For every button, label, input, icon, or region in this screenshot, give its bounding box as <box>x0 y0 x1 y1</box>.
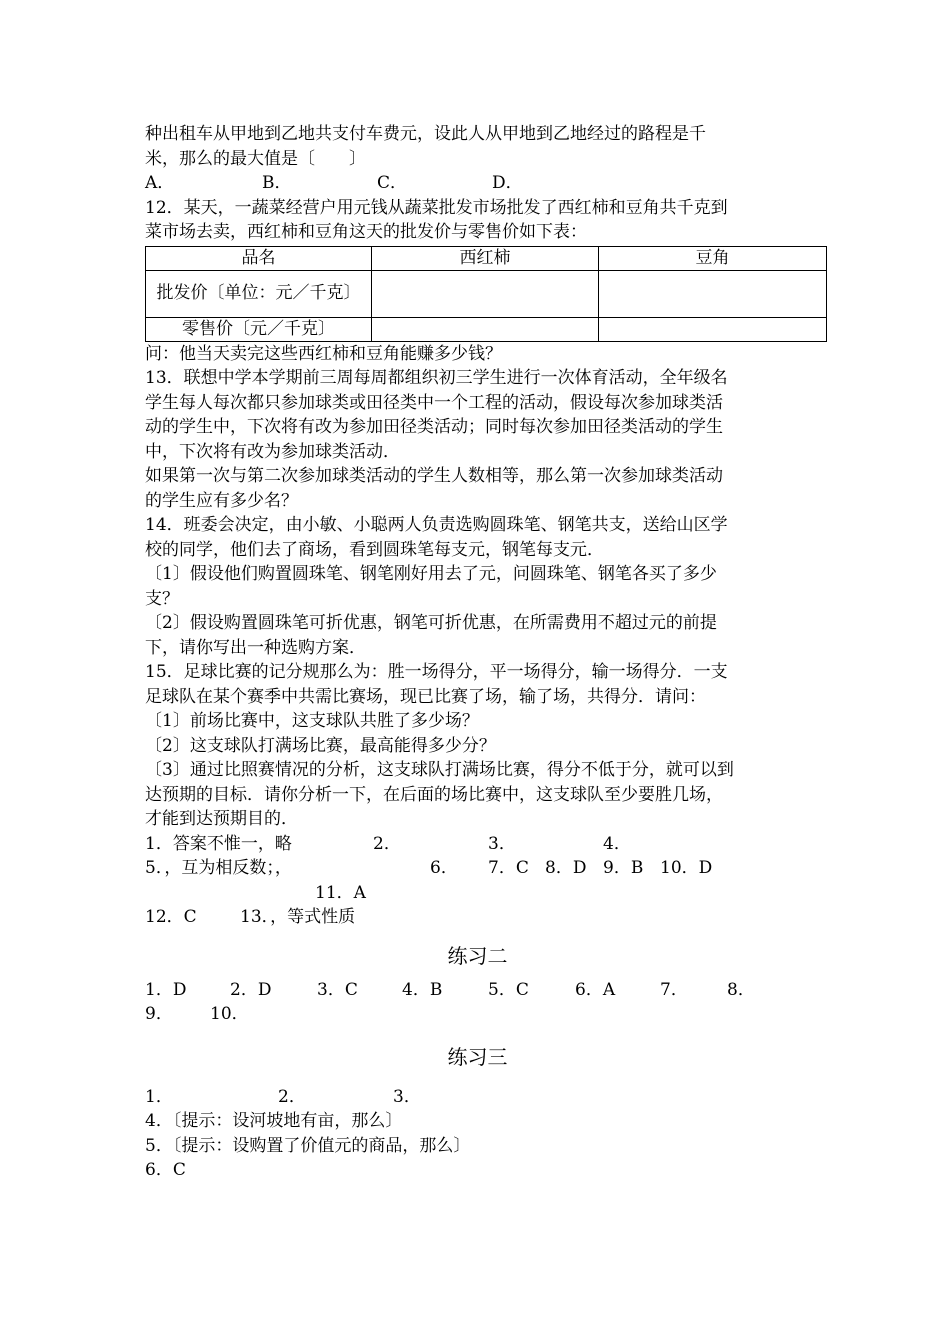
text-line: 中，下次将有改为参加球类活动． <box>145 441 400 462</box>
text-line: 学生每人每次都只参加球类或田径类中一个工程的活动，假设每次参加球类活 <box>145 392 723 413</box>
section-heading: 练习二 <box>447 943 508 968</box>
answer-row <box>145 856 810 881</box>
table-row <box>146 270 827 317</box>
text-line: 〔1〕假设他们购置圆珠笔、钢笔刚好用去了元，问圆珠笔、钢笔各买了多少 <box>145 564 717 584</box>
text-line: 才能到达预期目的． <box>145 809 298 829</box>
answer-item: 1．D <box>145 979 187 1000</box>
answer-item: 7． <box>660 979 688 1000</box>
answer-item: 6．A <box>575 979 616 1000</box>
table-row <box>146 317 827 341</box>
text-line: 支？ <box>145 588 179 609</box>
text-line: 米，那么的最大值是〔 〕 <box>145 148 366 169</box>
choice-a: A． <box>145 173 175 193</box>
document-page <box>145 122 810 1183</box>
answer-item: 2． <box>278 1086 306 1107</box>
table-cell <box>372 270 599 317</box>
answer-item: 10．D <box>660 858 713 878</box>
answer-item: 1． <box>145 1086 173 1107</box>
table-row-label: 零售价〔元／千克〕 <box>146 317 372 341</box>
text-line: 〔2〕这支球队打满场比赛，最高能得多少分？ <box>145 735 496 756</box>
text-line: 足球队在某个赛季中共需比赛场，现已比赛了场，输了场，共得分．请问： <box>145 686 706 707</box>
text-line: 如果第一次与第二次参加球类活动的学生人数相等，那么第一次参加球类活动 <box>145 466 723 486</box>
answer-item: 4． <box>603 833 631 854</box>
text-line: 种出租车从甲地到乙地共支付车费元，设此人从甲地到乙地经过的路程是千 <box>145 124 706 144</box>
answer-item: 10． <box>210 1004 249 1024</box>
answer-item: 9．B <box>603 858 644 878</box>
text-line: 下，请你写出一种选购方案． <box>145 637 366 658</box>
text-line: 菜市场去卖，西红柿和豆角这天的批发价与零售价如下表： <box>145 222 587 242</box>
section-heading: 练习三 <box>447 1044 508 1069</box>
text-line: 13．联想中学本学期前三周每周都组织初三学生进行一次体育活动，全年级名 <box>145 368 728 388</box>
table-cell <box>599 317 827 341</box>
answer-row <box>145 905 810 930</box>
answer-item: 11．A <box>315 882 366 903</box>
choice-row <box>145 171 810 196</box>
table-header-cell: 品名 <box>146 246 372 270</box>
answer-item: 8． <box>727 979 755 1000</box>
answer-item: 3．C <box>317 979 358 1000</box>
answer-item: 2． <box>373 833 401 854</box>
table-cell <box>599 270 827 317</box>
text-line: 14．班委会决定，由小敏、小聪两人负责选购圆珠笔、钢笔共支，送给山区学 <box>145 515 728 535</box>
choice-c: C． <box>377 173 408 193</box>
table-header-row <box>146 246 827 270</box>
answer-item: 8．D <box>545 858 587 878</box>
text-line: 的学生应有多少名？ <box>145 490 298 511</box>
answer-item: 7．C <box>488 858 529 878</box>
answer-item: 3． <box>488 833 516 854</box>
answer-item: 2．D <box>230 979 272 1000</box>
answer-row <box>145 1085 810 1110</box>
answer-item: 3． <box>393 1086 421 1107</box>
answer-line: 5．〔提示：设购置了价值元的商品，那么〕 <box>145 1135 471 1156</box>
answer-item: 6． <box>430 858 458 878</box>
answer-item: 12．C <box>145 907 197 927</box>
text-line: 达预期的目标．请你分析一下，在后面的场比赛中，这支球队至少要胜几场， <box>145 784 723 805</box>
text-line: 12．某天，一蔬菜经营户用元钱从蔬菜批发市场批发了西红柿和豆角共千克到 <box>145 197 728 218</box>
text-line: 校的同学，他们去了商场，看到圆珠笔每支元，钢笔每支元． <box>145 539 604 560</box>
answer-item: 1．答案不惟一，略 <box>145 833 292 854</box>
answer-item: 4．B <box>402 979 443 1000</box>
table-cell <box>372 317 599 341</box>
choice-b: B． <box>262 173 292 193</box>
text-line: 15．足球比赛的记分规那么为：胜一场得分，平一场得分，输一场得分．一支 <box>145 662 728 682</box>
answer-row <box>145 1002 810 1027</box>
table-header-cell: 西红柿 <box>372 246 599 270</box>
answer-row <box>145 978 810 1003</box>
answer-item: 5．，互为相反数；， <box>145 858 292 878</box>
text-line: 问：他当天卖完这些西红柿和豆角能赚多少钱？ <box>145 343 502 364</box>
price-table <box>145 246 827 342</box>
text-line: 〔1〕前场比赛中，这支球队共胜了多少场？ <box>145 711 479 731</box>
table-row-label: 批发价〔单位：元／千克〕 <box>146 270 372 317</box>
table-header-cell: 豆角 <box>599 246 827 270</box>
text-line: 〔3〕通过比照赛情况的分析，这支球队打满场比赛，得分不低于分，就可以到 <box>145 760 734 780</box>
answer-row <box>145 832 810 857</box>
answer-item: 9． <box>145 1004 173 1024</box>
answer-row <box>145 881 810 906</box>
choice-d: D． <box>492 173 523 193</box>
answer-item: 5．C <box>488 979 529 1000</box>
answer-line: 4．〔提示：设河坡地有亩，那么〕 <box>145 1111 403 1131</box>
text-line: 动的学生中，下次将有改为参加田径类活动；同时每次参加田径类活动的学生 <box>145 417 723 437</box>
answer-item: 13．，等式性质 <box>240 907 356 927</box>
text-line: 〔2〕假设购置圆珠笔可折优惠，钢笔可折优惠，在所需费用不超过元的前提 <box>145 613 717 633</box>
answer-line: 6．C <box>145 1160 186 1180</box>
